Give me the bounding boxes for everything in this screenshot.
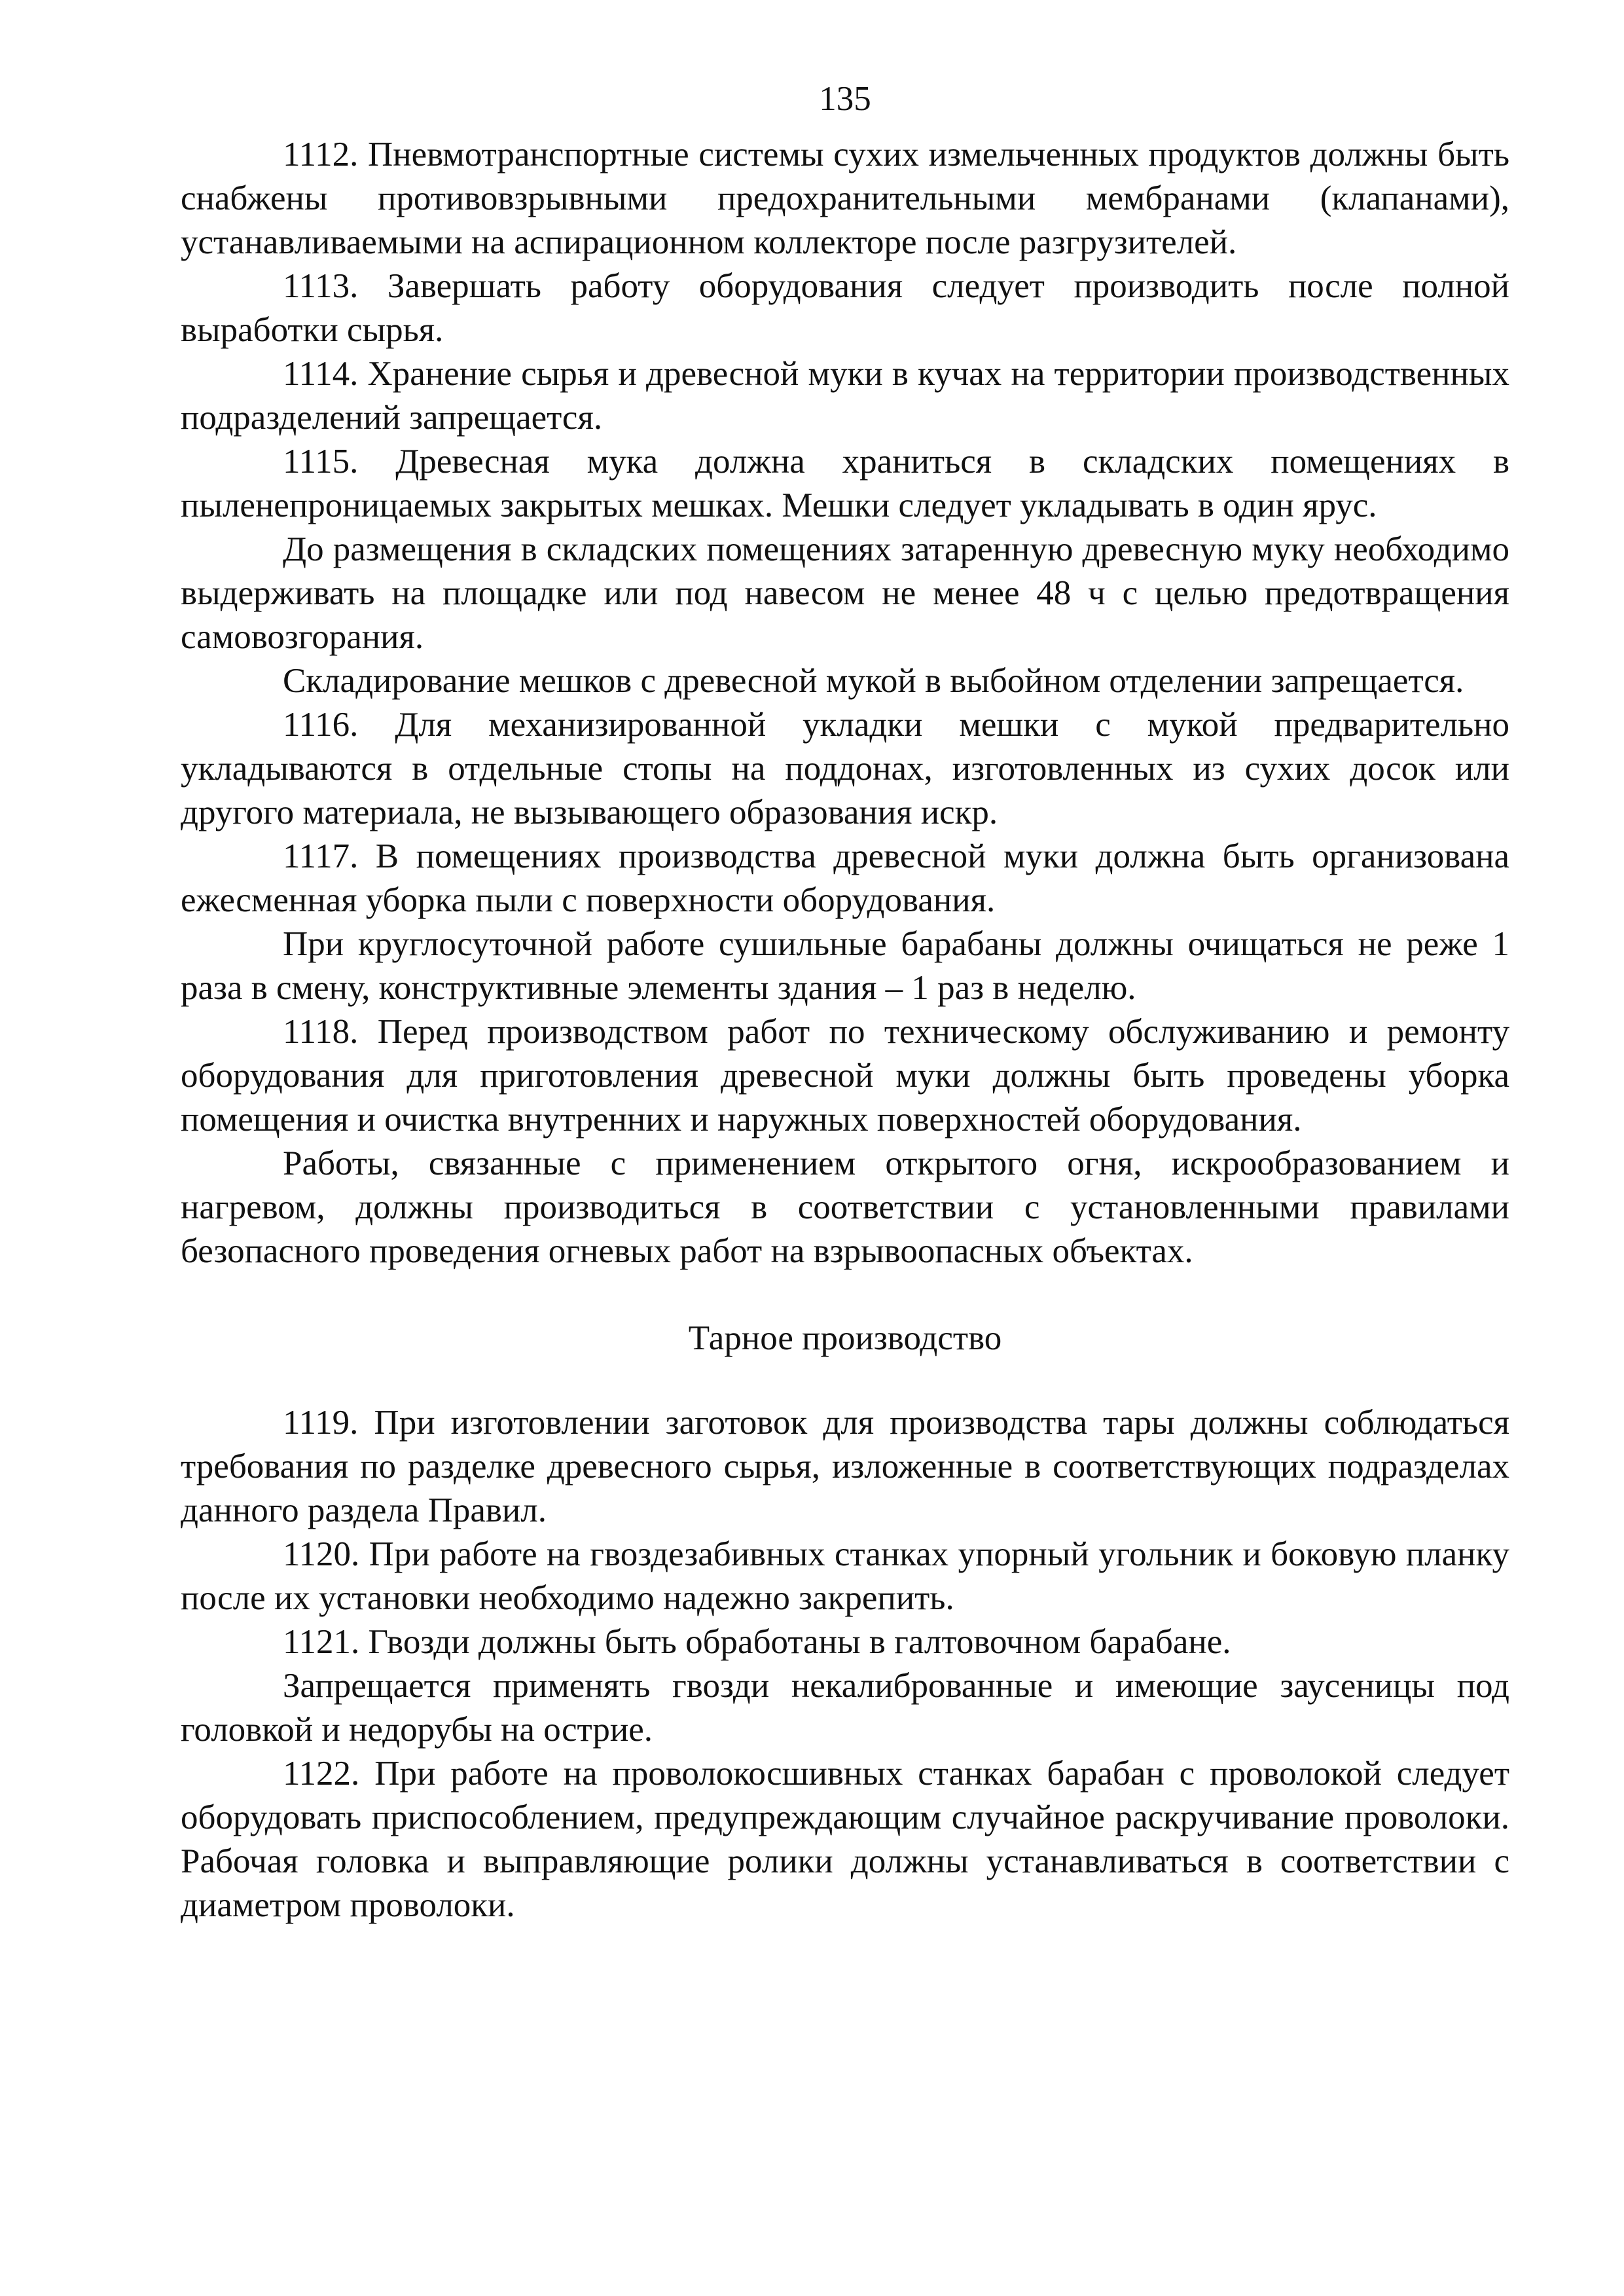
document-page <box>181 77 1509 1927</box>
paragraph-1118-fire-works: Работы, связанные с применением открытого огня, искрообразованием и нагревом, должны производиться в соответствии с установленными правилами безопасного проведения огневых работ на взрывоопасных объектах. <box>181 1144 1509 1270</box>
paragraph-1119: 1119. При изготовлении заготовок для производства тары должны соблюдаться требования по разделке древесного сырья, изложенные в соответствующих подразделах данного раздела Правил. <box>181 1404 1509 1529</box>
paragraph-1113: 1113. Завершать работу оборудования следует производить после полной выработки сырья. <box>181 267 1509 349</box>
paragraph-1121: 1121. Гвозди должны быть обработаны в галтовочном барабане. <box>283 1623 1231 1661</box>
paragraph-1117: 1117. В помещениях производства древесной муки должна быть организована ежесменная уборка пыли с поверхности оборудования. <box>181 837 1509 919</box>
paragraph-1116: 1116. Для механизированной укладки мешки с мукой предварительно укладываются в отдельные стопы на поддонах, изготовленных из сухих досок или другого материала, не вызывающего образования искр. <box>181 706 1509 831</box>
paragraph-1115: 1115. Древесная мука должна храниться в складских помещениях в пыленепроницаемых закрытых мешках. Мешки следует укладывать в один ярус. <box>181 443 1509 524</box>
paragraph-1115-stacking: Складирование мешков с древесной мукой в выбойном отделении запрещается. <box>283 662 1464 700</box>
page-number: 135 <box>819 80 871 118</box>
paragraph-1121-nails: Запрещается применять гвозди некалиброванные и имеющие заусеницы под головкой и недорубы на острие. <box>181 1667 1509 1749</box>
paragraph-1114: 1114. Хранение сырья и древесной муки в кучах на территории производственных подразделений запрещается. <box>181 355 1509 437</box>
paragraph-1122: 1122. При работе на проволокосшивных станках барабан с проволокой следует оборудовать приспособлением, предупреждающим случайное раскручивание проволоки. Рабочая головка и выправляющие ролики должны устанавливаться в соответствии с диаметром проволоки. <box>181 1755 1509 1924</box>
section-title: Тарное производство <box>688 1319 1002 1357</box>
paragraph-1117-cleaning: При круглосуточной работе сушильные барабаны должны очищаться не реже 1 раза в смену, конструктивные элементы здания – 1 раз в неделю. <box>181 925 1509 1007</box>
paragraph-1120: 1120. При работе на гвоздезабивных станках упорный угольник и боковую планку после их установки необходимо надежно закрепить. <box>181 1535 1509 1617</box>
paragraph-1112: 1112. Пневмотранспортные системы сухих измельченных продуктов должны быть снабжены противовзрывными предохранительными мембранами (клапанами), устанавливаемыми на аспирационном коллекторе после разгрузителей. <box>181 136 1509 261</box>
paragraph-1118: 1118. Перед производством работ по техническому обслуживанию и ремонту оборудования для приготовления древесной муки должны быть проведены уборка помещения и очистка внутренних и наружных поверхностей оборудования. <box>181 1013 1509 1139</box>
paragraph-1115-storage: До размещения в складских помещениях затаренную древесную муку необходимо выдерживать на площадке или под навесом не менее 48 ч с целью предотвращения самовозгорания. <box>181 530 1509 656</box>
